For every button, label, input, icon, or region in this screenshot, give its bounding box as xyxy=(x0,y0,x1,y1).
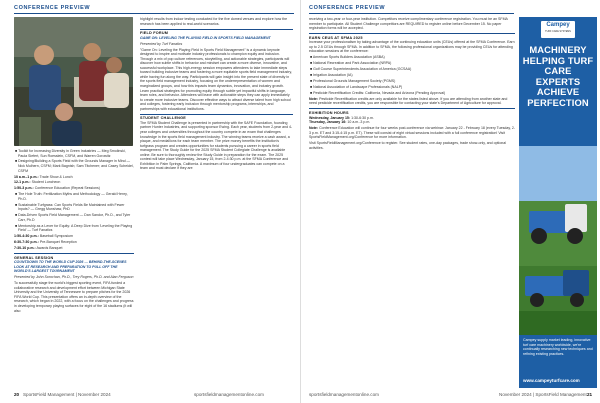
general-session-presenters: Presented by John Sorochan, Ph.D., Trey Rogers, Ph.D. and Alan Ferguson xyxy=(14,275,134,280)
schedule-time: 6:30-7:30 p.m.: xyxy=(14,240,39,245)
page-number-left: 20 xyxy=(14,392,20,397)
session-item: ■ Designing/Building a Sports Field with the Grounds Manager in Mind — Nick Mulhern, CSFM; Mark Bagnish; Sam Titchener; and Casey Scheidel, CSFM xyxy=(15,159,134,173)
hours-day: Thursday, January 16: xyxy=(309,120,347,125)
session-item: ■ Sustainable Turfgrass: Can Sports Fields Be Maintained with Fewer Inputs? — Gregg Munshaw, PhD xyxy=(15,202,125,212)
url-left: sportsfieldmanagementonline.com xyxy=(194,392,264,397)
footer-left xyxy=(14,392,264,397)
ceu-body: Increase your professionalism by taking advantage of the continuing education units (CEUs) offered at the SFMA Conference. Earn up to 2.5 CEUs through SFMA. In addition to SFMA, the following professional organizations may be providing CEUs for attending education sessions at the conference: xyxy=(309,40,515,54)
workshop-photo xyxy=(14,17,133,146)
column-2 xyxy=(140,17,293,387)
column-2-intro: highlight results from indoor testing conducted for the five domed venues and explore how the research has been applied to real-world scenarios. xyxy=(140,17,288,26)
ad-machinery-image xyxy=(519,146,597,335)
schedule-time: 12-1 p.m.: xyxy=(14,180,31,185)
schedule-text: Conference Education (Repeat Sessions) xyxy=(34,186,100,191)
note-label: Note: xyxy=(309,96,319,101)
general-session-heading: GENERAL SESSION xyxy=(14,253,134,260)
note-label: Note: xyxy=(309,126,319,131)
ceu-org-item: ■ National Association of Landscape Professionals (NALP) xyxy=(310,85,403,89)
ad-body-text: Campey supply market leading, innovative turf care machinery worldwide, we're continually researching new techniques and refining existing practices. xyxy=(523,338,593,357)
campey-logo xyxy=(541,21,575,38)
publication-right: November 2024 | SportsField Management xyxy=(499,392,587,397)
student-challenge-body: The SFMA Student Challenge is presented in partnership with the SAFE Foundation, founding partner Hunter Industries, and supporting sponsor Ewing. Each year, students from 2-year and 4-year colleges and universities throughout the country compete in an exam that challenges knowledge in the sports field management industry. The winning teams receive a cash award, a plaque, and medallions for each team member. The prize money benefits the institution's turfgrass program and creates opportunities for students pursuing a career in sports field management. The Study Guide for the 2025 SFMA Student Collegiate Challenge is available online. Be sure to thoroughly review the Study Guide in preparation for the exam. The 2025 contest will take place Wednesday, January 15, from 2-4:30 p.m. at the SFMA Conference and Exhibition in Palm Springs, California. A maximum of four undergraduates can compete on a team and must declare if they are xyxy=(140,120,293,171)
ceu-org-item: ■ Golf Course Superintendents Association of America (GCSAA) xyxy=(310,67,412,72)
campey-logo-sub: TURF CARE SYSTEMS xyxy=(545,30,571,33)
header-rule-left xyxy=(14,13,294,14)
field-forum-heading: FIELD FORUM xyxy=(140,29,293,36)
hours-day: Wednesday, January 15: xyxy=(309,115,351,120)
ceu-org-item: ■ Professional Grounds Management Society (PGMS) xyxy=(310,79,396,84)
ad-machinery-photo xyxy=(519,146,597,335)
schedule-time: 10 a.m.-1 p.m.: xyxy=(14,174,39,179)
virtual-note: Conference Education will continue for four weeks post-conference via webinar: January 22 - February 18 (every Tuesday, 2-3 p.m. ET and 3:15-4:15 p.m. ET). These will consist of eight virtual sessions included with a full conference registration! Visit SportsFieldManagement.org/Conference for more information. xyxy=(309,126,515,140)
ceu-org-item: ■ National Recreation and Park Association (NRPA) xyxy=(310,61,392,66)
register-text: Visit SportsFieldManagement.org/Conference to register. See student rates, one-day packages, trade show-only, and optional activities. xyxy=(309,141,507,150)
schedule-text: Student Luncheon xyxy=(31,180,61,185)
section-header-right: CONFERENCE PREVIEW xyxy=(309,5,386,11)
column-3 xyxy=(309,17,515,387)
hours-time: 1:30-6:30 p.m. xyxy=(351,115,374,120)
ceu-org-item: ■ American Sports Builders Association (ASBA) xyxy=(310,55,385,60)
ceu-note: Pesticide Recertification credits are only available for the states listed above. If you are attending from another state and need pesticide recertification credits, you are responsible for contacting your state's Department of Agriculture for approval. xyxy=(309,96,508,106)
column-3-intro: receiving a two-year or four-year institution. Competitors receive complimentary conference registration. You must be an SFMA member to participate. All Student Challenge competitors are REQUIRED to register online before December 15. No paper registration forms will be accepted. xyxy=(309,17,508,31)
session-item: ■ Toolkit for Increasing Diversity in Green Industries — Meg Smolinski, Paula Siefert, Sun Roesslein, CSFM, and Warren Gorowitz xyxy=(15,149,126,158)
ceu-heading: EARN CEUS AT SFMA 2025 xyxy=(309,33,515,40)
ceu-org-item: ■ Pesticide Recertification Credits: California, Nevada and Arizona (Pending Approval) xyxy=(310,90,446,95)
campey-logo-name: Campey xyxy=(546,22,570,28)
campey-advertisement xyxy=(519,17,597,388)
general-session-body: To successfully stage the world's biggest sporting event, FIFA funded a collaborative research and development effort between Michigan State University and the University of Tennessee to prepare pitches for the 2026 FIFA World Cup. This presentation offers an in-depth overview of the research, which began in 2022, with a focus on the challenges and progress in developing temporary playing surfaces for eight of the 16 stadiums (it will also xyxy=(14,281,134,313)
schedule-text: Baseball Symposium xyxy=(39,234,73,239)
ceu-org-item: ■ Irrigation Association (IA) xyxy=(310,73,353,78)
ad-headline: MACHINERY HELPING TURF CARE EXPERTS ACHIEVE PERFECTION xyxy=(522,44,594,108)
footer-right xyxy=(309,392,594,397)
schedule-time: 1:50-3 p.m.: xyxy=(14,186,34,191)
general-session-title: COUNTDOWN TO THE WORLD CUP 2026 — BEHIND-THE-SCENES LOOK AT RESEARCH AND PREPARATION TO PULL OFF THE WORLD'S LARGEST TOURNAMENT xyxy=(14,260,127,274)
ad-website-link[interactable]: www.campeyturfcare.com xyxy=(523,378,580,383)
session-item: ■ Mentorship as a Lever for Equity: A Deep Dive from 'Leveling the Playing Field' — Turf Fanatics xyxy=(15,223,133,233)
schedule-text: Trade Show & Lunch xyxy=(39,174,73,179)
page-number-right: 21 xyxy=(587,392,593,397)
exhibition-hours-heading: EXHIBITION HOURS xyxy=(309,108,515,115)
session-item: ■ The Hole Truth: Fertilization Myths and Methodology — Gerald Henry, Ph.D. xyxy=(15,192,128,201)
header-rule-right xyxy=(309,13,514,14)
column-1 xyxy=(14,149,134,389)
student-challenge-heading: STUDENT CHALLENGE xyxy=(140,114,293,121)
schedule-time: 1:50-4:30 p.m.: xyxy=(14,234,39,239)
field-forum-title: GAME ON: LEVELING THE PLAYING FIELD IN SPORTS FIELD MANAGEMENT xyxy=(140,35,271,40)
workshop-photo-image xyxy=(14,17,133,146)
hours-time: 10 a.m.-3 p.m. xyxy=(347,120,371,125)
publication-left: SportsField Management | November 2024 xyxy=(22,392,111,397)
section-header-left: CONFERENCE PREVIEW xyxy=(14,5,91,11)
schedule-text: Awards Banquet xyxy=(36,246,63,251)
field-forum-body: "Game On: Leveling the Playing Field in Sports Field Management" is a dynamic keynote designed to inspire and motivate industry professionals to champion equity and inclusion. Through a mix of pop culture references, storytelling, and actionable strategies, participants will discover how subtle shifts in behavior and mindset can create a more diverse, innovative, and successful workplace. This high-energy session empowers attendees to take immediate steps toward building inclusive teams and fostering a more equitable sports field management industry, while having fun along the way. Participants will gain insight into the present state of diversity in the sports field management industry, focusing on the underrepresentation of women and marginalized groups, and how this impacts team dynamics, innovation, and industry growth. Learn practical strategies for promoting equity through subtle yet impactful shifts in language, team roles, and behavior. Attendees will leave with actionable steps they can apply immediately to create more inclusive teams. Discover effective ways to attract diverse talent from high school and colleges, fostering early inclusion through mentorship programs, internships, and partnerships with educational institutions. xyxy=(140,47,292,111)
url-right: sportsfieldmanagementonline.com xyxy=(309,392,379,397)
schedule-time: 7:30-10 p.m.: xyxy=(14,246,36,251)
schedule-text: Pre-Banquet Reception xyxy=(39,240,77,245)
field-forum-presenters: Presented by Turf Fanatics xyxy=(140,41,183,46)
session-item: ■ Data-Driven Sports Field Management — Dan Sandor, Ph.D., and Tyler Carr, Ph.D xyxy=(15,213,131,222)
